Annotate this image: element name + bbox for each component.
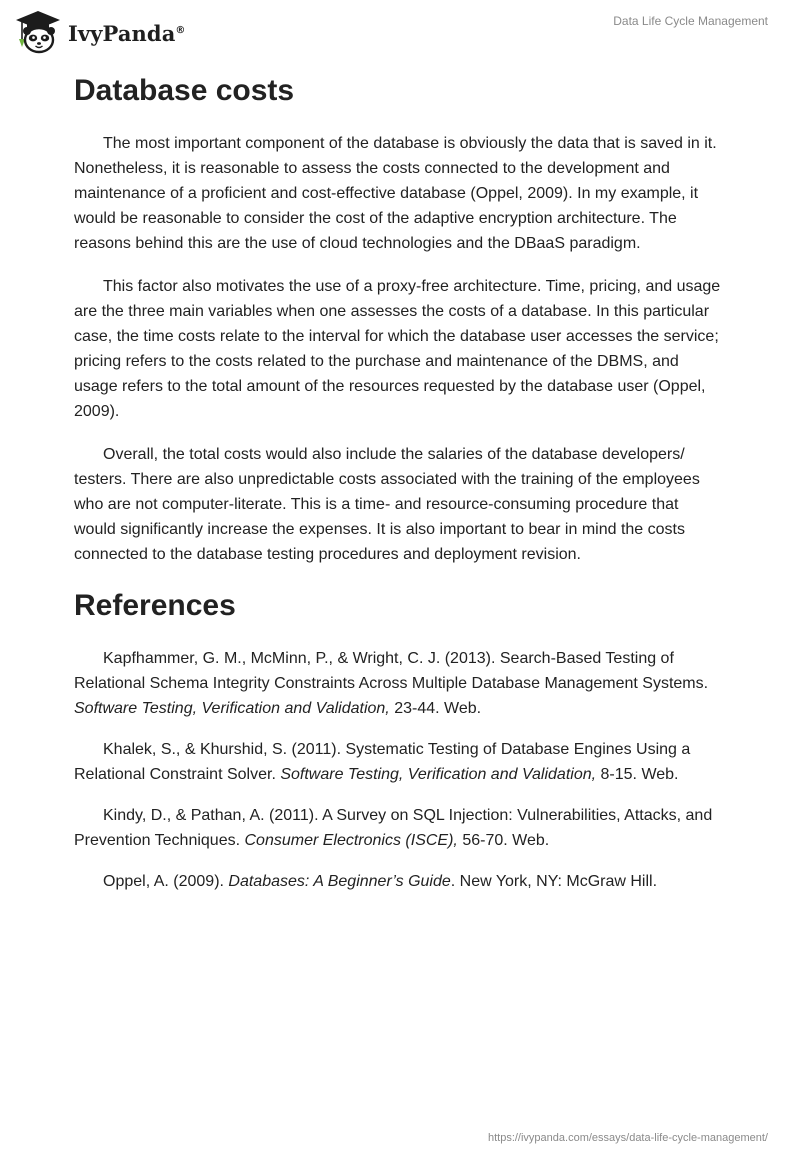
reference-text: Kapfhammer, G. M., McMinn, P., & Wright, C. J. (2013). Search-Based Testing of Relational Schema Integrity Constraints Across Multiple Database Management Systems. — [74, 650, 709, 692]
brand-name: IvyPanda® — [68, 20, 186, 46]
section-title-database-costs: Database costs — [74, 74, 295, 107]
reference-item — [74, 803, 724, 853]
reference-text: Kindy, D., & Pathan, A. (2011). A Survey on SQL Injection: Vulnerabilities, Attacks, and Prevention Techniques. — [74, 807, 713, 849]
body-paragraph: Overall, the total costs would also include the salaries of the database developers/ testers. There are also unpredictable costs associated with the training of the employees who are not computer-literate. This is a time- and resource-consuming procedure that would significantly increase the expenses. It is also important to bear in mind the costs connected to the database testing procedures and deployment revision. — [74, 446, 700, 563]
section-title-references: References — [74, 589, 236, 622]
reference-item — [74, 737, 724, 787]
body-paragraph: This factor also motivates the use of a proxy-free architecture. Time, pricing, and usage are the three main variables when one assesses the costs of a database. In this particular case, the time costs relate to the interval for which the database user accesses the service; pricing refers to the costs related to the purchase and maintenance of the DBMS, and usage refers to the total amount of the resources requested by the database user (Oppel, 2009). — [74, 278, 721, 420]
reference-text: Oppel, A. (2009). — [103, 873, 229, 890]
reference-item — [74, 646, 724, 721]
body-paragraph: The most important component of the database is obviously the data that is saved in it. Nonetheless, it is reasonable to assess the costs connected to the development and maintenance of a proficient and cost-effective database (Oppel, 2009). In my example, it would be reasonable to consider the cost of the adaptive encryption architecture. The reasons behind this are the use of cloud technologies and the DBaaS paradigm. — [74, 135, 717, 252]
reference-suffix: 8-15. Web. — [596, 766, 679, 783]
reference-item — [74, 869, 724, 894]
reference-suffix: 23-44. Web. — [389, 700, 482, 717]
panda-graduate-icon — [14, 9, 62, 55]
page-header — [0, 0, 800, 60]
reference-source: Software Testing, Verification and Validation, — [280, 766, 597, 783]
registered-mark: ® — [175, 24, 186, 36]
brand-logo[interactable] — [14, 8, 186, 56]
reference-source: Databases: A Beginner’s Guide — [228, 873, 451, 890]
reference-source: Consumer Electronics (ISCE), — [244, 832, 458, 849]
reference-source: Software Testing, Verification and Validation, — [74, 700, 390, 717]
essay-content — [74, 70, 724, 894]
footer-source-url[interactable]: https://ivypanda.com/essays/data-life-cycle-management/ — [487, 1132, 768, 1144]
reference-suffix: . New York, NY: McGraw Hill. — [450, 873, 658, 890]
reference-suffix: 56-70. Web. — [457, 832, 550, 849]
reference-text: Khalek, S., & Khurshid, S. (2011). Systematic Testing of Database Engines Using a Relational Constraint Solver. — [74, 741, 691, 783]
document-title: Data Life Cycle Management — [613, 14, 768, 28]
